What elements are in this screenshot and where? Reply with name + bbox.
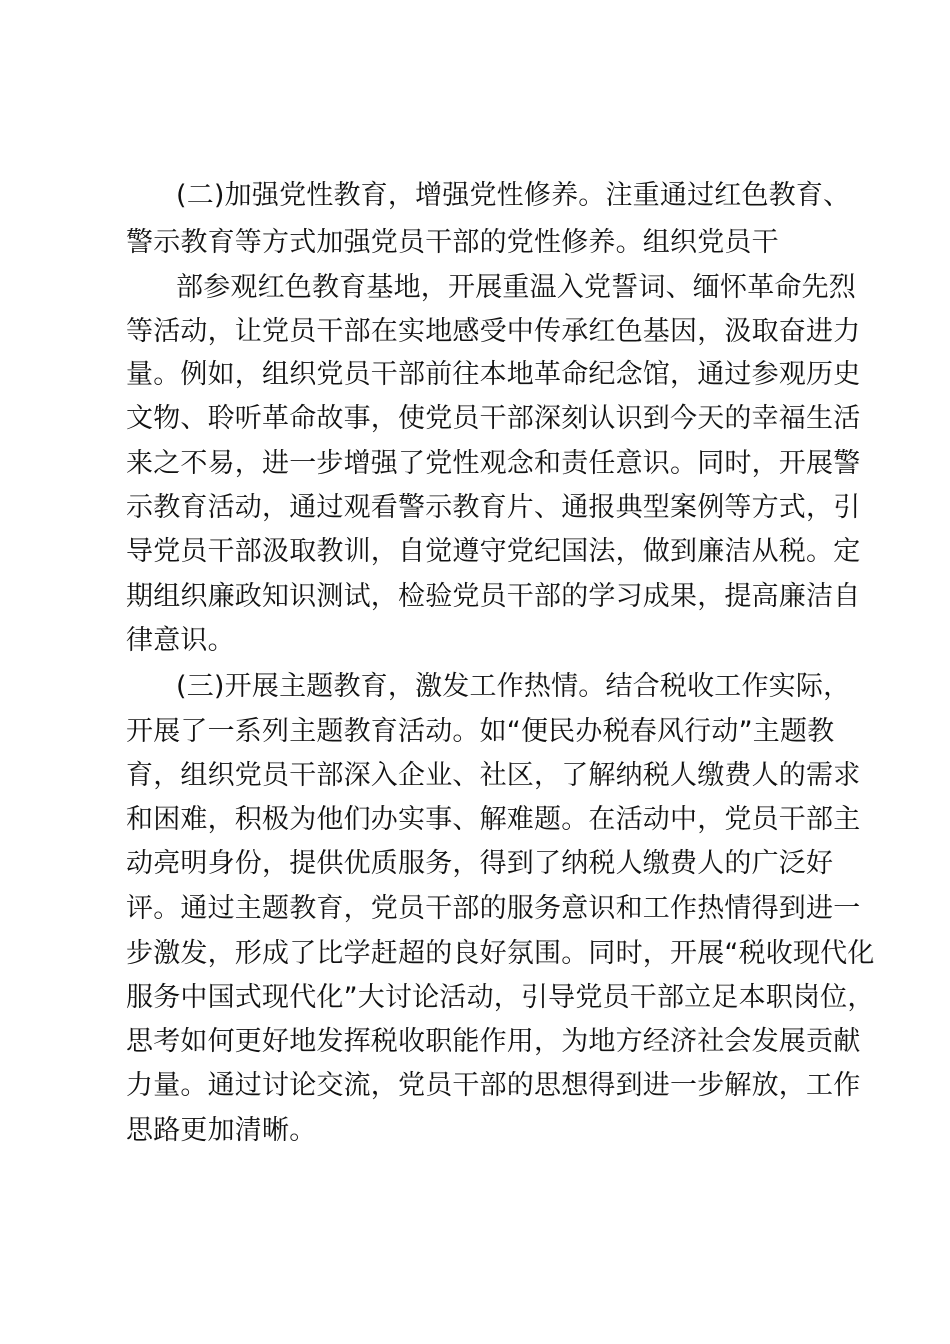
text-line: 评。通过主题教育，党员干部的服务意识和工作热情得到进一 — [126, 893, 861, 924]
text-line: 和困难，积极为他们办实事、解难题。在活动中，党员干部主 — [126, 804, 861, 835]
text-line: 开展了一系列主题教育活动。如“便民办税春风行动”主题教 — [126, 716, 835, 747]
text-line: 来之不易，进一步增强了党性观念和责任意识。同时，开展警 — [126, 448, 861, 479]
text-line: 期组织廉政知识测试，检验党员干部的学习成果，提高廉洁自 — [126, 581, 861, 612]
text-line: 服务中国式现代化”大讨论活动，引导党员干部立足本职岗位， — [126, 982, 875, 1013]
text-line: 警示教育等方式加强党员干部的党性修养。组织党员干 — [126, 227, 779, 258]
text-line: 力量。通过讨论交流，党员干部的思想得到进一步解放，工作 — [126, 1070, 861, 1101]
text-line: 量。例如，组织党员干部前往本地革命纪念馆，通过参观历史 — [126, 359, 861, 390]
text-line: 律意识。 — [126, 625, 235, 656]
text-line: 步激发，形成了比学赶超的良好氛围。同时，开展“税收现代化 — [126, 938, 875, 969]
text-line: 思考如何更好地发挥税收职能作用，为地方经济社会发展贡献 — [126, 1026, 861, 1057]
text-line: 文物、聆听革命故事，使党员干部深刻认识到今天的幸福生活 — [126, 403, 861, 434]
text-line: 部参观红色教育基地，开展重温入党誓词、缅怀革命先烈 — [176, 272, 856, 303]
text-line: 思路更加清晰。 — [126, 1115, 317, 1146]
paragraph-3-heading-line: (三)开展主题教育，激发工作热情。结合税收工作实际， — [176, 671, 851, 702]
text-line: 动亮明身份，提供优质服务，得到了纳税人缴费人的广泛好 — [126, 848, 834, 879]
paragraph-2-heading-line: (二)加强党性教育，增强党性修养。注重通过红色教育、 — [176, 180, 851, 211]
text-line: 导党员干部汲取教训，自觉遵守党纪国法，做到廉洁从税。定 — [126, 536, 861, 567]
text-line: 等活动，让党员干部在实地感受中传承红色基因，汲取奋进力 — [126, 316, 861, 347]
text-line: 育，组织党员干部深入企业、社区，了解纳税人缴费人的需求 — [126, 760, 861, 791]
text-line: 示教育活动，通过观看警示教育片、通报典型案例等方式，引 — [126, 492, 861, 523]
